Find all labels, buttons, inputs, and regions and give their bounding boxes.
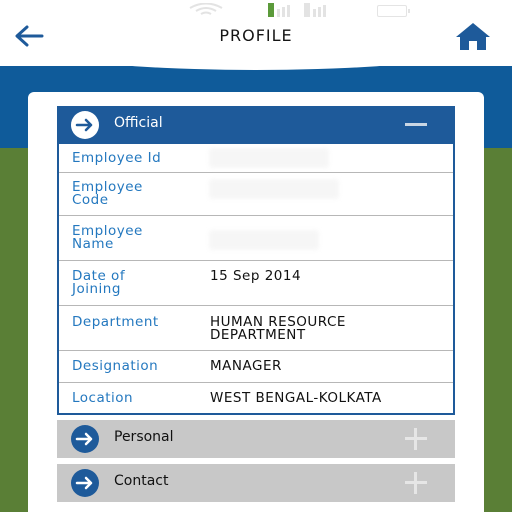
redacted-value xyxy=(209,230,319,250)
arrow-right-circle-icon xyxy=(71,425,99,453)
table-row xyxy=(59,261,453,306)
field-value-designation: MANAGER xyxy=(210,358,282,374)
app-header xyxy=(0,18,512,54)
table-row xyxy=(59,351,453,383)
minus-icon[interactable] xyxy=(403,112,429,138)
table-row xyxy=(59,173,453,216)
field-label-employee-code: Employee Code xyxy=(72,179,143,208)
field-label-location: Location xyxy=(72,390,134,406)
page-title: PROFILE xyxy=(219,26,293,45)
table-row xyxy=(59,144,453,173)
section-contact-header[interactable] xyxy=(57,464,455,502)
section-personal-header[interactable] xyxy=(57,420,455,458)
signal-icon-secondary xyxy=(302,3,330,17)
plus-icon[interactable] xyxy=(403,470,429,496)
table-row xyxy=(59,383,453,413)
plus-icon[interactable] xyxy=(403,426,429,452)
table-row xyxy=(59,216,453,261)
battery-icon xyxy=(377,5,407,17)
section-official-header[interactable] xyxy=(57,106,455,144)
field-value-department: HUMAN RESOURCE DEPARTMENT xyxy=(210,314,346,343)
field-label-designation: Designation xyxy=(72,358,159,374)
section-contact-title: Contact xyxy=(114,473,169,489)
section-official-title: Official xyxy=(114,115,163,131)
section-personal-title: Personal xyxy=(114,429,174,445)
field-value-location: WEST BENGAL-KOLKATA xyxy=(210,390,382,406)
table-row xyxy=(59,306,453,351)
official-details-table xyxy=(57,144,455,415)
arrow-right-circle-icon xyxy=(71,469,99,497)
wifi-icon xyxy=(188,3,224,17)
field-label-department: Department xyxy=(72,314,159,330)
redacted-value xyxy=(209,148,329,168)
field-label-employee-id: Employee Id xyxy=(72,150,162,166)
arrow-right-circle-icon xyxy=(71,111,99,139)
signal-icon xyxy=(266,3,294,17)
home-icon[interactable] xyxy=(454,20,492,52)
redacted-value xyxy=(209,179,339,199)
field-value-date-of-joining: 15 Sep 2014 xyxy=(210,268,302,284)
field-label-employee-name: Employee Name xyxy=(72,223,143,252)
field-label-date-of-joining: Date of Joining xyxy=(72,268,126,297)
